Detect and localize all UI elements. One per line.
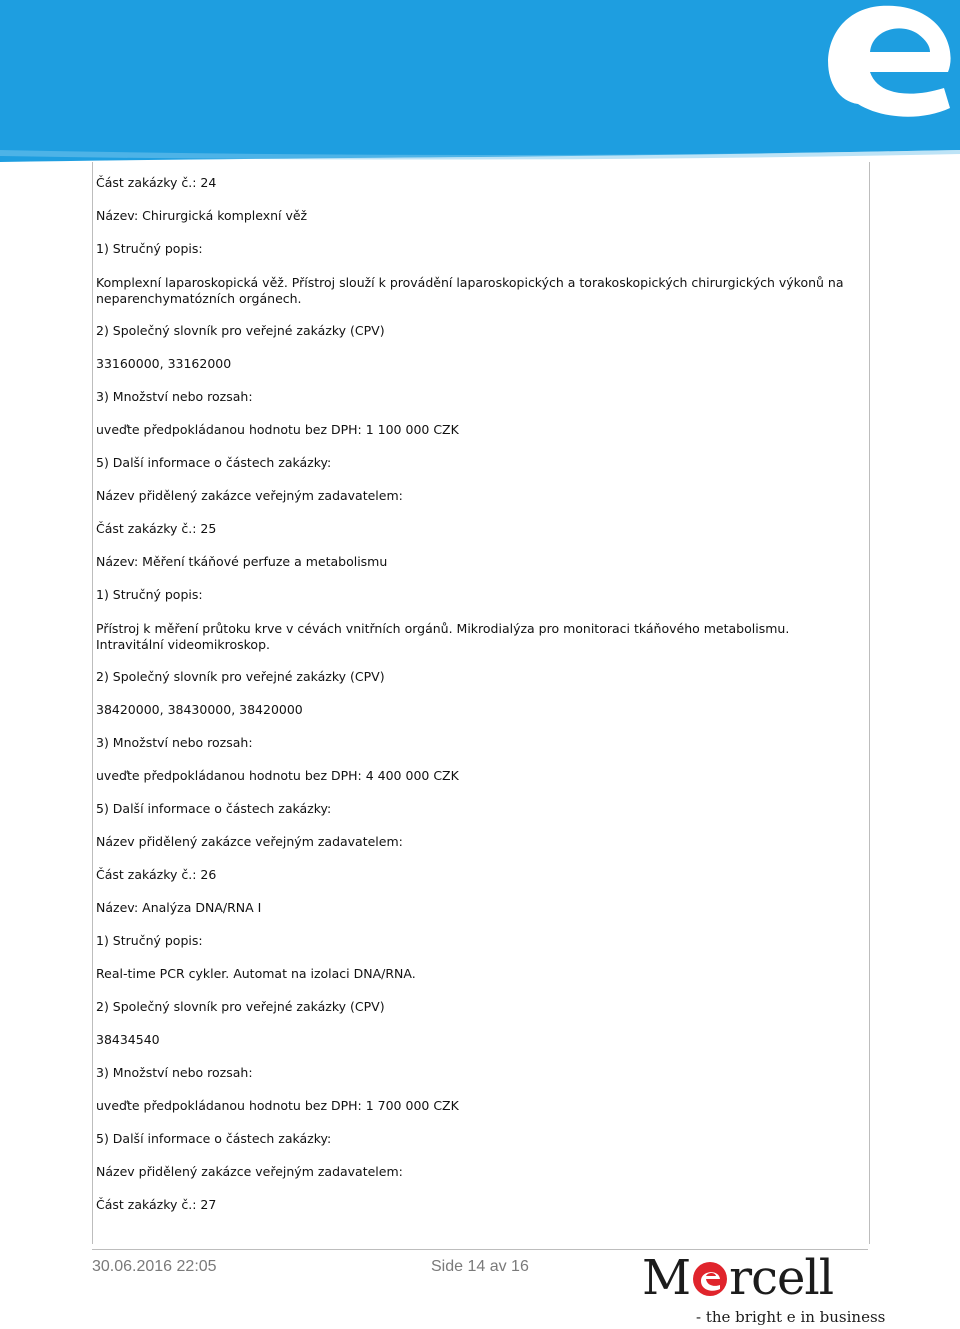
additional-info-heading: 5) Další informace o částech zakázky: (96, 1131, 332, 1146)
cpv-codes: 38420000, 38430000, 38420000 (96, 702, 303, 717)
description-heading: 1) Stručný popis: (96, 241, 203, 256)
part-number: Část zakázky č.: 25 (96, 521, 217, 536)
cpv-heading: 2) Společný slovník pro veřejné zakázky (CPV) (96, 669, 385, 684)
logo-e-icon (692, 1261, 728, 1297)
logo-tagline: - the bright e in business (696, 1308, 886, 1326)
quantity-heading: 3) Množství nebo rozsah: (96, 735, 253, 750)
footer-date: 30.06.2016 22:05 (92, 1258, 217, 1275)
estimated-value: uveďte předpokládanou hodnotu bez DPH: 1 700 000 CZK (96, 1098, 459, 1113)
part-number: Část zakázky č.: 24 (96, 175, 217, 190)
description-text: Real-time PCR cykler. Automat na izolaci DNA/RNA. (96, 966, 416, 981)
part-number: Část zakázky č.: 26 (96, 867, 217, 882)
assigned-name-label: Název přidělený zakázce veřejným zadavatelem: (96, 834, 403, 849)
marcell-logo (642, 1250, 886, 1329)
additional-info-heading: 5) Další informace o částech zakázky: (96, 455, 332, 470)
estimated-value: uveďte předpokládanou hodnotu bez DPH: 4 400 000 CZK (96, 768, 459, 783)
logo-wordmark (642, 1252, 833, 1304)
banner-graphic (0, 0, 960, 162)
description-text: Komplexní laparoskopická věž. Přístroj slouží k provádění laparoskopických a torakoskopických chirurgických výkonů na neparenchymatózních orgánech. (96, 275, 844, 306)
estimated-value: uveďte předpokládanou hodnotu bez DPH: 1 100 000 CZK (96, 422, 459, 437)
logo-letters-rcell: rcell (729, 1250, 834, 1306)
part-name: Název: Chirurgická komplexní věž (96, 208, 308, 223)
description-heading: 1) Stručný popis: (96, 587, 203, 602)
cpv-codes: 33160000, 33162000 (96, 356, 232, 371)
cpv-codes: 38434540 (96, 1032, 160, 1047)
cpv-heading: 2) Společný slovník pro veřejné zakázky (CPV) (96, 999, 385, 1014)
footer-page-number: Side 14 av 16 (431, 1258, 529, 1275)
part-number: Část zakázky č.: 27 (96, 1197, 217, 1212)
part-name: Název: Analýza DNA/RNA I (96, 900, 262, 915)
assigned-name-label: Název přidělený zakázce veřejným zadavatelem: (96, 1164, 403, 1179)
quantity-heading: 3) Množství nebo rozsah: (96, 389, 253, 404)
logo-letter-m: M (642, 1250, 691, 1306)
cpv-heading: 2) Společný slovník pro veřejné zakázky (CPV) (96, 323, 385, 338)
additional-info-heading: 5) Další informace o částech zakázky: (96, 801, 332, 816)
part-name: Název: Měření tkáňové perfuze a metabolismu (96, 554, 388, 569)
header-banner (0, 0, 960, 162)
quantity-heading: 3) Množství nebo rozsah: (96, 1065, 253, 1080)
description-heading: 1) Stručný popis: (96, 933, 203, 948)
assigned-name-label: Název přidělený zakázce veřejným zadavatelem: (96, 488, 403, 503)
description-text: Přístroj k měření průtoku krve v cévách vnitřních orgánů. Mikrodialýza pro monitoraci tkáňového metabolismu. Intravitální videomikroskop. (96, 621, 790, 652)
